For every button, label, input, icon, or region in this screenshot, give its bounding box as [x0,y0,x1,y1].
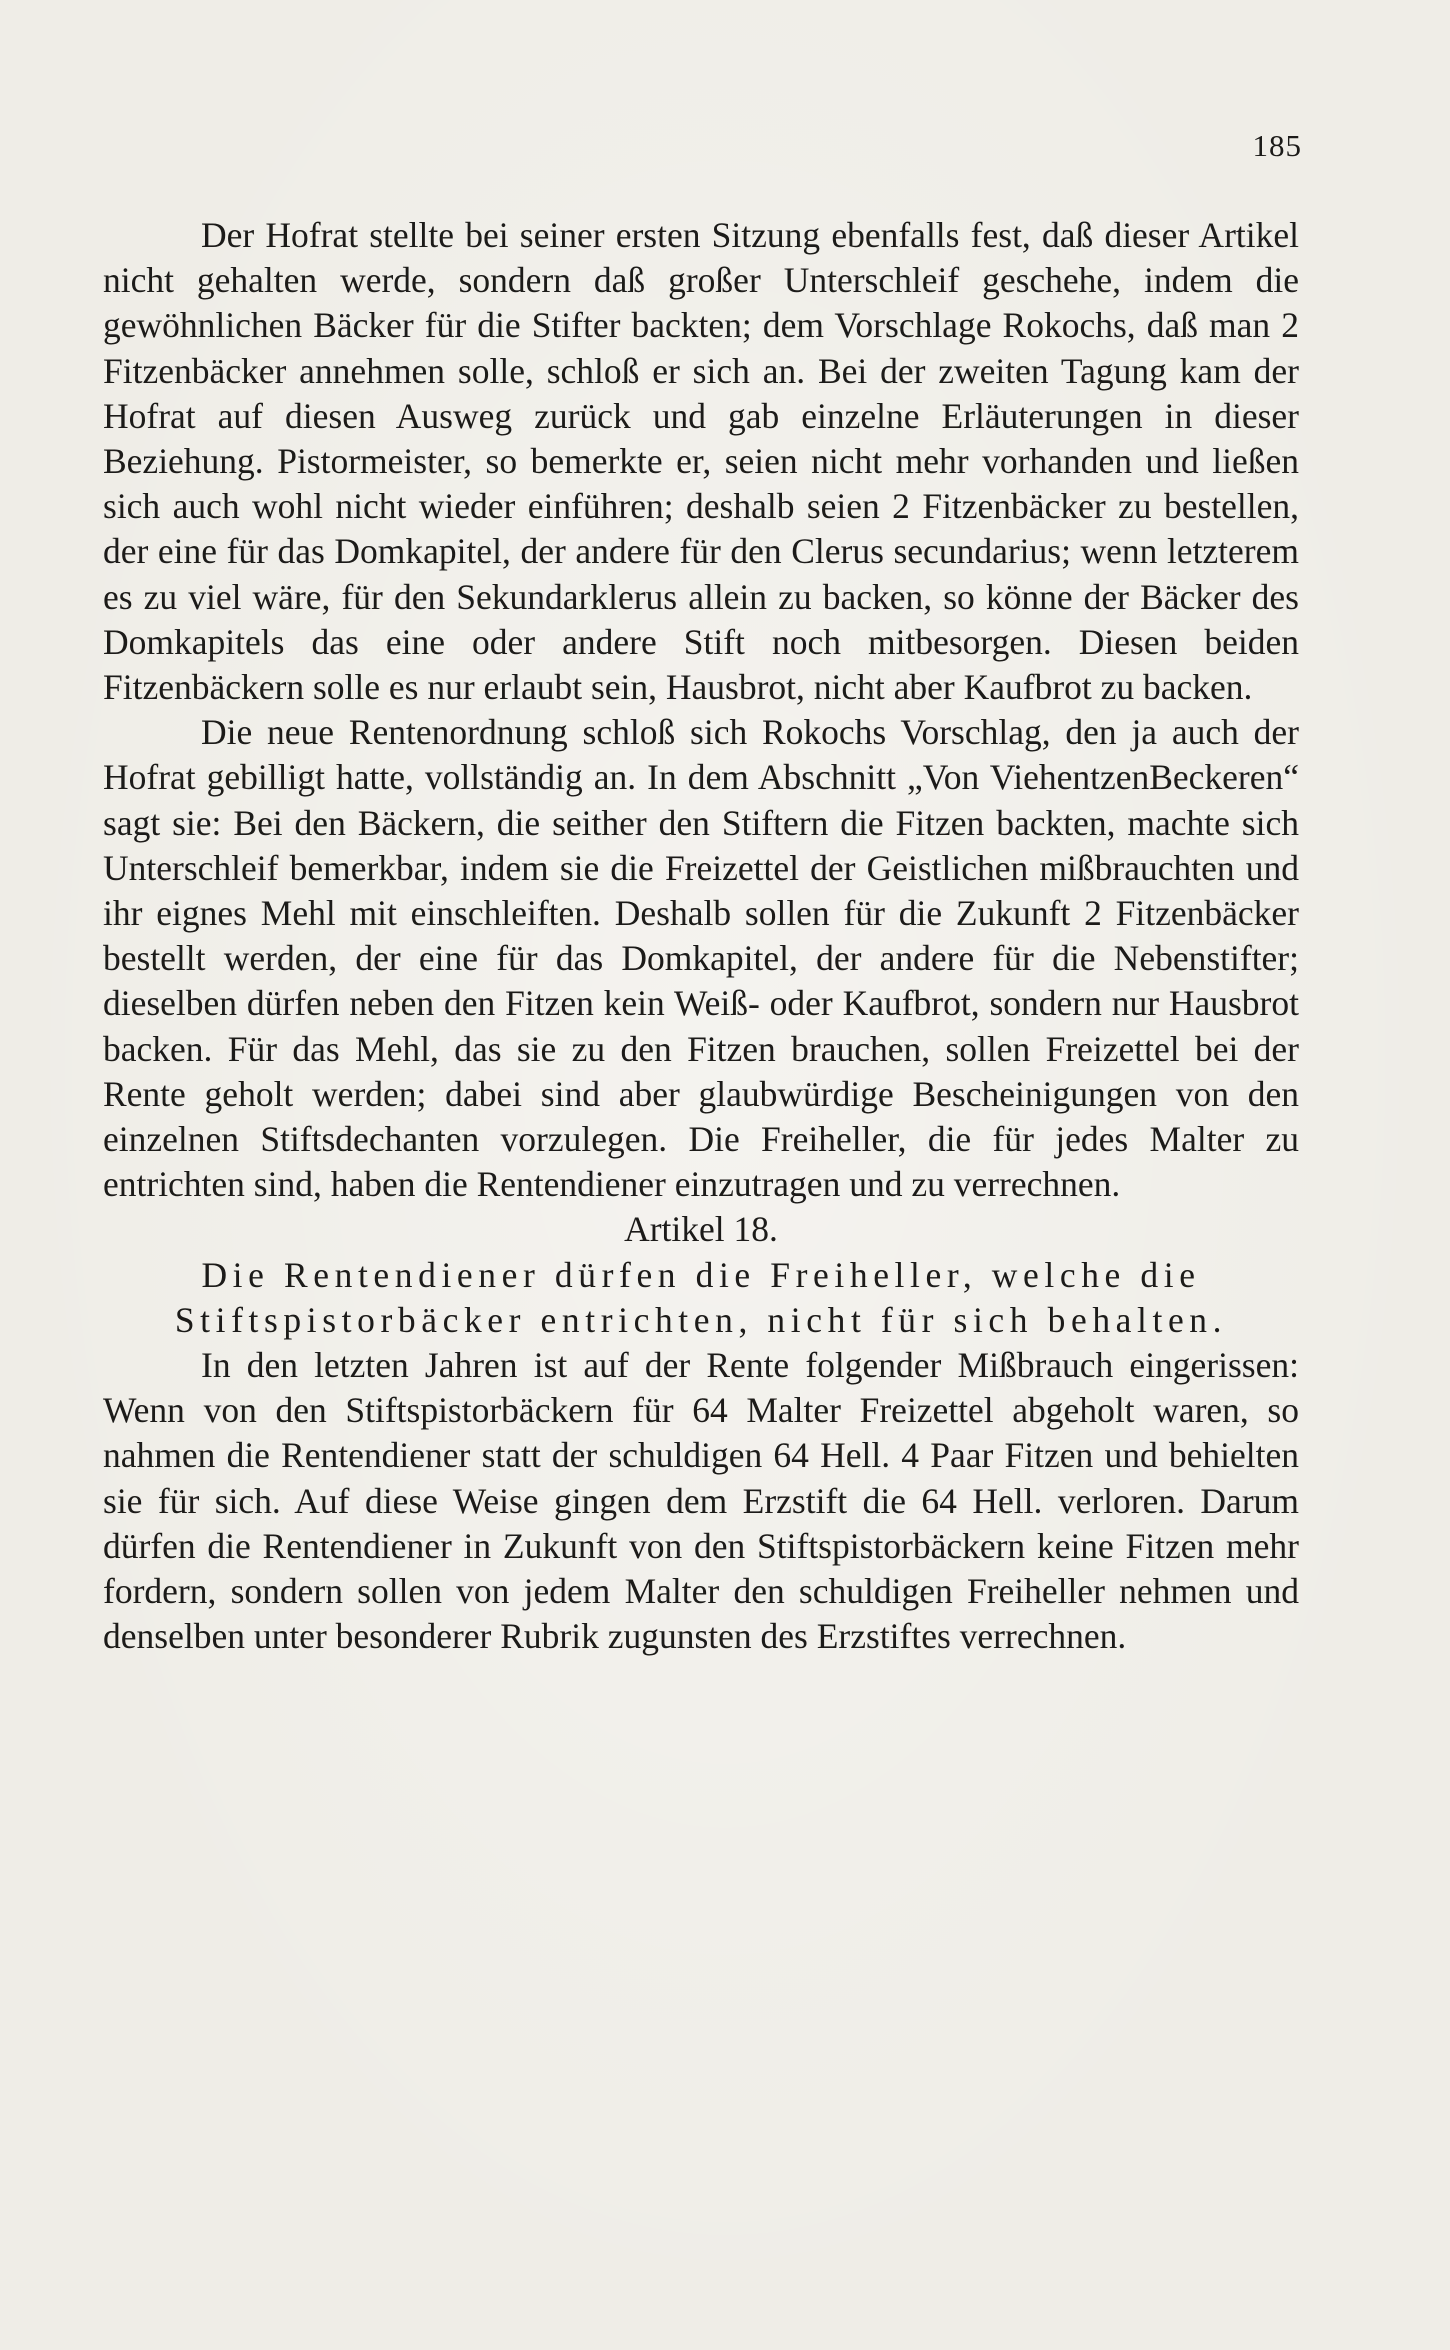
paragraph-rentenordnung: Die neue Rentenordnung schloß sich Rokochs Vorschlag, den ja auch der Hofrat gebilligt hatte, vollständig an. In dem Abschnitt „Von ViehentzenBeckeren“ sagt sie: Bei den Bäckern, die seither den Stiftern die Fitzen backten, machte sich Unterschleif bemerkbar, indem sie die Freizettel der Geistlichen mißbrauchten und ihr eignes Mehl mit einschleiften. Deshalb sollen für die Zukunft 2 Fitzenbäcker bestellt werden, der eine für das Domkapitel, der andere für die Nebenstifter; dieselben dürfen neben den Fitzen kein Weiß- oder Kaufbrot, sondern nur Hausbrot backen. Für das Mehl, das sie zu den Fitzen brauchen, sollen Freizettel bei der Rente geholt werden; dabei sind aber glaubwürdige Bescheinigungen von den einzelnen Stiftsdechanten vorzulegen. Die Freiheller, die für jedes Malter zu entrichten sind, haben die Rentendiener einzutragen und zu verrechnen. [103,712,1299,1205]
article-summary: Die Rentendiener dürfen die Freiheller, welche die Stiftspistorbäcker entrichten, nicht für sich behalten. [174,1254,1228,1340]
page-number: 185 [1252,128,1302,163]
article-heading: Artikel 18. [624,1209,778,1250]
body-text [103,213,1299,1660]
paragraph-missbrauch: In den letzten Jahren ist auf der Rente folgender Mißbrauch eingerissen: Wenn von den Stiftspistorbäckern für 64 Malter Freizettel abgeholt waren, so nahmen die Rentendiener statt der schuldigen 64 Hell. 4 Paar Fitzen und behielten sie für sich. Auf diese Weise gingen dem Erzstift die 64 Hell. verloren. Darum dürfen die Rentendiener in Zukunft von den Stiftspistorbäckern keine Fitzen mehr fordern, sondern sollen von jedem Malter den schuldigen Freiheller nehmen und denselben unter besonderer Rubrik zugunsten des Erzstiftes verrechnen. [103,1345,1299,1657]
paragraph-hofrat-session: Der Hofrat stellte bei seiner ersten Sitzung ebenfalls fest, daß dieser Artikel nicht gehalten werde, sondern daß großer Unterschleif geschehe, indem die gewöhnlichen Bäcker für die Stifter backten; dem Vorschlage Rokochs, daß man 2 Fitzenbäcker annehmen solle, schloß er sich an. Bei der zweiten Tagung kam der Hofrat auf diesen Ausweg zurück und gab einzelne Erläuterungen in dieser Beziehung. Pistormeister, so bemerkte er, seien nicht mehr vorhanden und ließen sich auch wohl nicht wieder einführen; deshalb seien 2 Fitzenbäcker zu bestellen, der eine für das Domkapitel, der andere für den Clerus secundarius; wenn letzterem es zu viel wäre, für den Sekundarklerus allein zu backen, so könne der Bäcker des Domkapitels das eine oder andere Stift noch mitbesorgen. Diesen beiden Fitzenbäckern solle es nur erlaubt sein, Hausbrot, nicht aber Kaufbrot zu backen. [103,215,1299,708]
